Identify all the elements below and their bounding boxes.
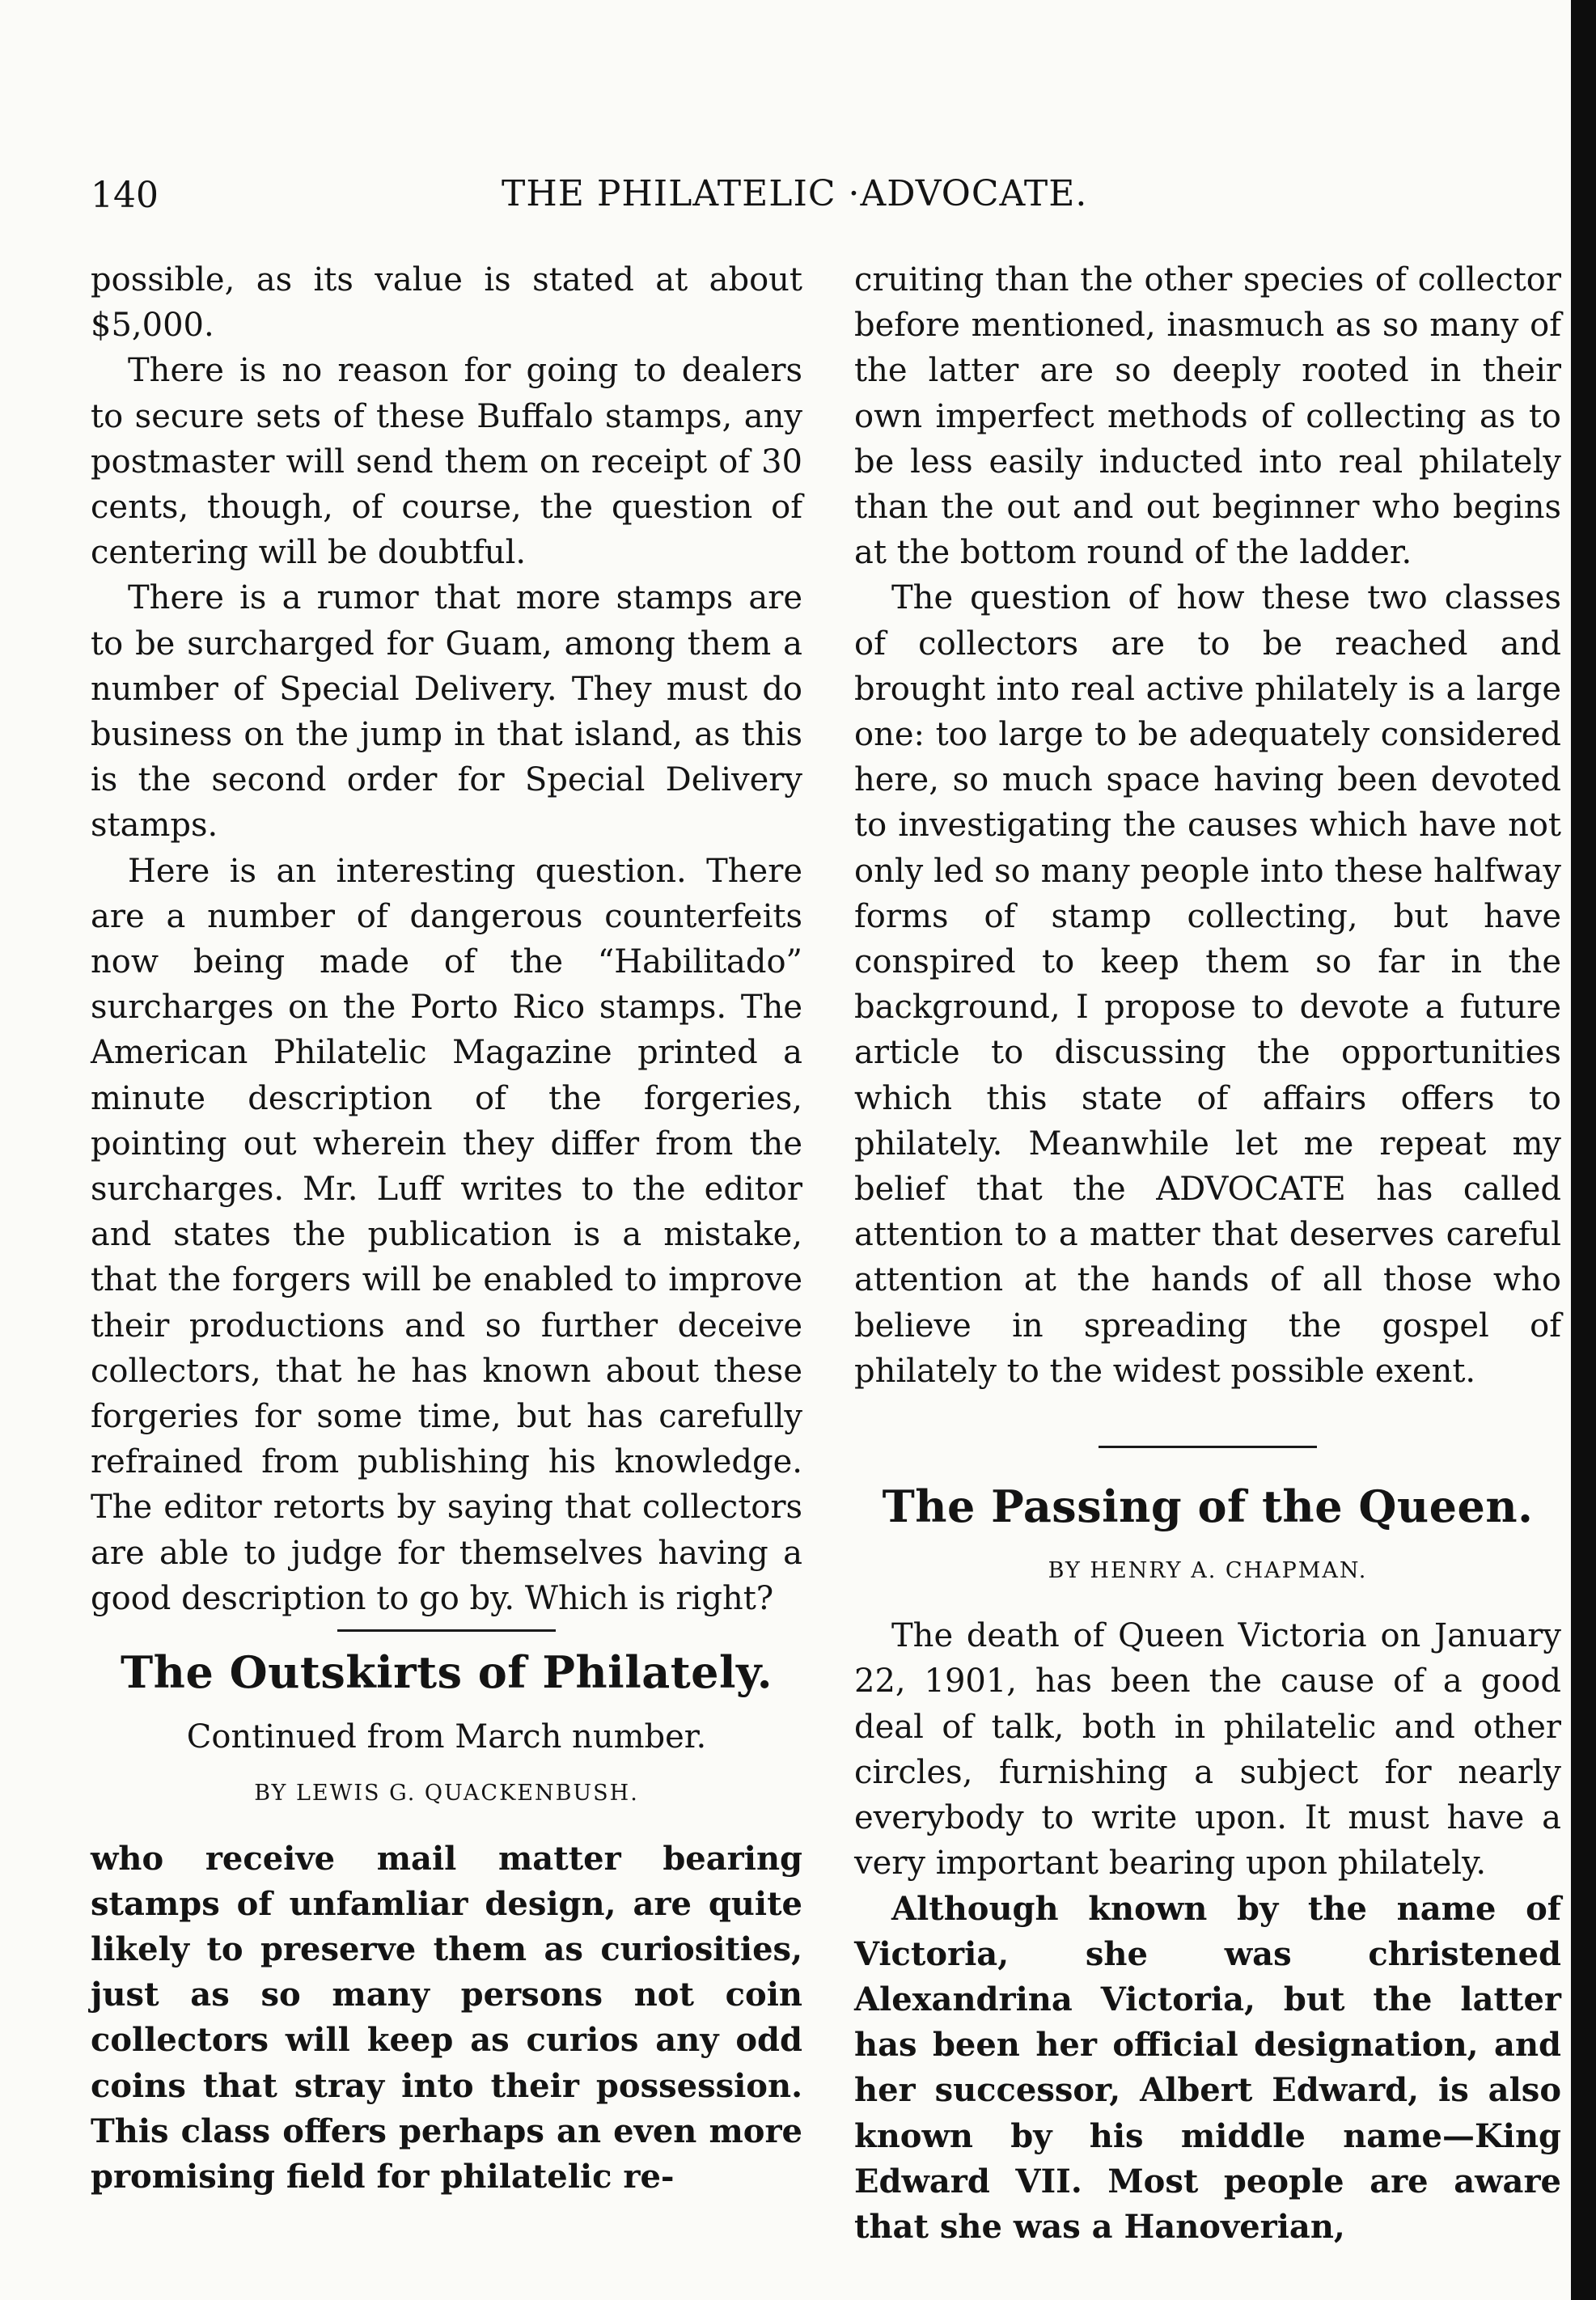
page-number: 140 bbox=[91, 175, 159, 216]
paragraph: cruiting than the other species of collector before mentioned, inasmuch as so many of the latter are so deeply rooted in their own imperfect methods of collecting as to be less easily inducted into real philately than the out and out beginner who begins at the bottom round of the ladder. bbox=[854, 261, 1561, 572]
left-column bbox=[91, 257, 802, 2200]
paragraph: The death of Queen Victoria on January 22, 1901, has been the cause of a good deal of talk, both in philatelic and other circles, furnishing a subject for nearly everybody to write upon. It must have a very important bearing upon philately. bbox=[854, 1617, 1561, 1883]
paragraph: There is a rumor that more stamps are to be surcharged for Guam, among them a number of Special Delivery. They must do business on the jump in that island, as this is the second order for Special Delivery stamps. bbox=[91, 579, 802, 845]
article-title: The Passing of the Queen. bbox=[882, 1480, 1534, 1533]
article-title: The Outskirts of Philately. bbox=[121, 1646, 773, 1699]
paragraph: possible, as its value is stated at about $5,000. bbox=[91, 261, 802, 345]
article-byline: BY HENRY A. CHAPMAN. bbox=[1048, 1558, 1368, 1584]
right-column bbox=[854, 257, 1561, 2250]
paragraph: The question of how these two classes of collectors are to be reached and brought into real active philately is a large one: too large to be adequately considered here, so much space having been devoted to investigating the causes which have not only led so many people into these halfway forms of stamp collecting, but have conspired to keep them so far in the background, I propose to devote a future article to discussing the opportunities which this state of affairs offers to philately. Meanwhile let me repeat my belief that the ADVOCATE has called attention to a matter that deserves careful attention at the hands of all those who believe in spreading the gospel of philately to the widest possible exent. bbox=[854, 579, 1561, 1390]
running-head: THE PHILATELIC ·ADVOCATE. bbox=[502, 173, 1088, 214]
article-subtitle: Continued from March number. bbox=[186, 1718, 707, 1756]
paragraph: who receive mail matter bearing stamps of unfamliar design, are quite likely to preserve them as curiosities, just as so many persons not coin collectors will keep as curios any odd coins that stray into their possession. This class offers perhaps an even more promising field for philatelic re- bbox=[91, 1839, 802, 2196]
paragraph: There is no reason for going to dealers to secure sets of these Buffalo stamps, any postmaster will send them on receipt of 30 cents, though, of course, the question of centering will be doubtful. bbox=[91, 352, 802, 572]
article-byline: BY LEWIS G. QUACKENBUSH. bbox=[254, 1781, 639, 1807]
section-divider bbox=[337, 1629, 556, 1632]
section-divider bbox=[1099, 1446, 1317, 1448]
binding-edge-bar bbox=[1571, 0, 1596, 2300]
paragraph: Here is an interesting question. There are a number of dangerous counterfeits now being made of the “Habilitado” surcharges on the Porto Rico stamps. The American Philatelic Magazine printed a minute description of the forgeries, pointing out wherein they differ from the surcharges. Mr. Luff writes to the editor and states the publication is a mistake, that the forgers will be enabled to improve their productions and so further deceive collectors, that he has known about these forgeries for some time, but has carefully refrained from publishing his knowledge. The editor retorts by saying that collectors are able to judge for themselves having a good description to go by. Which is right? bbox=[91, 852, 802, 1617]
paragraph: Although known by the name of Victoria, she was christened Alexandrina Victoria, but the latter has been her official designation, and her successor, Albert Edward, is also known by his middle name—King Edward VII. Most people are aware that she was a Hanoverian, bbox=[854, 1889, 1561, 2246]
